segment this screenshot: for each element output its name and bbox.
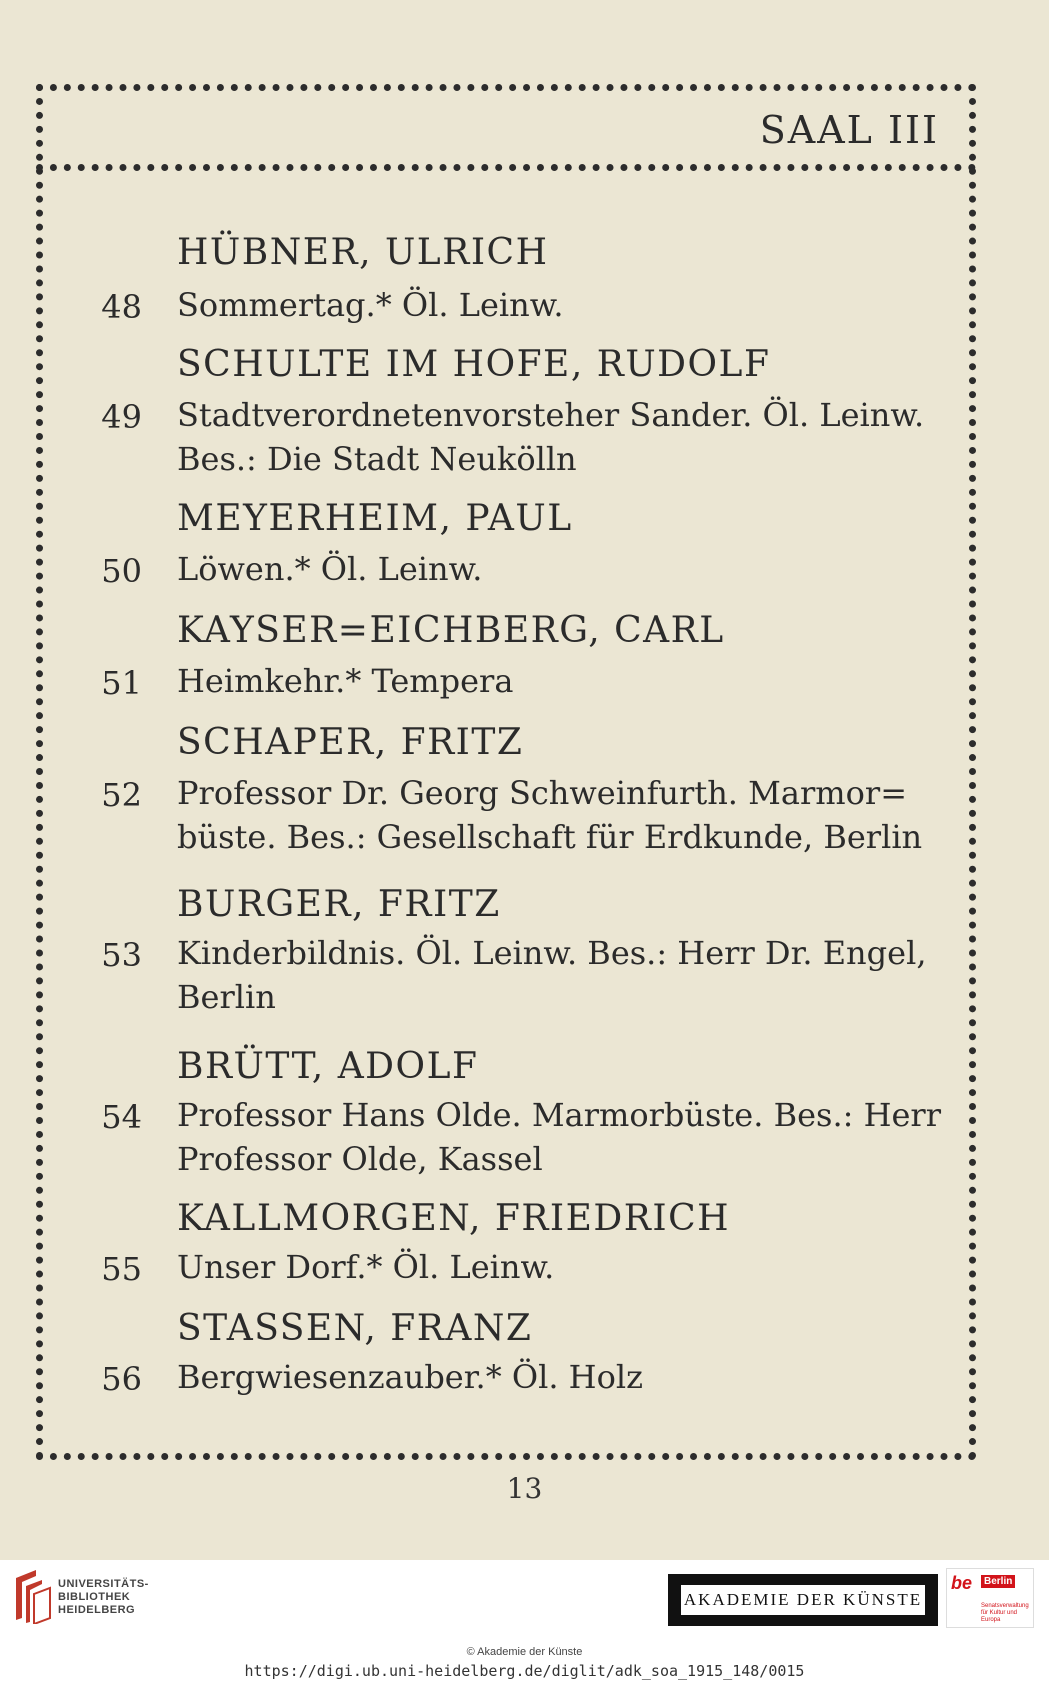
artist-name: MEYERHEIM, PAUL [177, 498, 573, 539]
catalog-number: 53 [101, 936, 142, 974]
artist-name: KALLMORGEN, FRIEDRICH [177, 1198, 731, 1239]
work-line: Löwen.* Öl. Leinw. [177, 550, 483, 588]
artist-name: SCHULTE IM HOFE, RUDOLF [177, 344, 771, 385]
work-line: Bes.: Die Stadt Neukölln [177, 440, 577, 478]
work-line: Berlin [177, 978, 276, 1016]
academy-logo[interactable] [668, 1574, 938, 1626]
copyright-notice: © Akademie der Künste [466, 1646, 583, 1658]
work-line: Professor Hans Olde. Marmorbüste. Bes.: Herr [177, 1096, 942, 1134]
header-dotted-rule [36, 164, 976, 171]
permalink-url[interactable]: https://digi.ub.uni-heidelberg.de/diglit/adk_soa_1915_148/0015 [244, 1662, 805, 1680]
artist-name: STASSEN, FRANZ [177, 1308, 533, 1349]
university-library-name: UNIVERSITÄTS- BIBLIOTHEK HEIDELBERG [58, 1578, 149, 1616]
berlin-tag: Berlin [981, 1575, 1015, 1588]
catalog-number: 50 [101, 552, 142, 590]
catalog-number: 54 [101, 1098, 142, 1136]
catalog-number: 52 [101, 776, 142, 814]
catalog-number: 49 [101, 398, 142, 436]
artist-name: BURGER, FRITZ [177, 884, 501, 925]
catalog-number: 56 [101, 1360, 142, 1398]
university-library-logo-icon [12, 1568, 52, 1624]
artist-name: SCHAPER, FRITZ [177, 722, 524, 763]
work-line: Stadtverordnetenvorsteher Sander. Öl. Leinw. [177, 396, 925, 434]
work-line: Professor Dr. Georg Schweinfurth. Marmor= [177, 774, 907, 812]
catalog-number: 51 [101, 664, 142, 702]
berlin-be-mark: be [951, 1573, 973, 1593]
work-line: Heimkehr.* Tempera [177, 662, 514, 700]
work-line: büste. Bes.: Gesellschaft für Erdkunde, Berlin [177, 818, 923, 856]
work-line: Kinderbildnis. Öl. Leinw. Bes.: Herr Dr. Engel, [177, 934, 927, 972]
page-number: 13 [506, 1472, 543, 1505]
artist-name: KAYSER=EICHBERG, CARL [177, 610, 725, 651]
work-line: Sommertag.* Öl. Leinw. [177, 286, 564, 324]
academy-logo-label: AKADEMIE DER KÜNSTE [679, 1583, 927, 1617]
work-line: Unser Dorf.* Öl. Leinw. [177, 1248, 555, 1286]
work-line: Bergwiesenzauber.* Öl. Holz [177, 1358, 643, 1396]
berlin-senate-caption: Senatsverwaltung für Kultur und Europa [981, 1603, 1029, 1623]
artist-name: BRÜTT, ADOLF [177, 1046, 479, 1087]
catalog-number: 48 [101, 288, 142, 326]
artist-name: HÜBNER, ULRICH [177, 232, 549, 273]
room-title: SAAL III [759, 108, 939, 152]
berlin-senate-logo[interactable] [946, 1568, 1034, 1628]
work-line: Professor Olde, Kassel [177, 1140, 543, 1178]
catalog-number: 55 [101, 1250, 142, 1288]
